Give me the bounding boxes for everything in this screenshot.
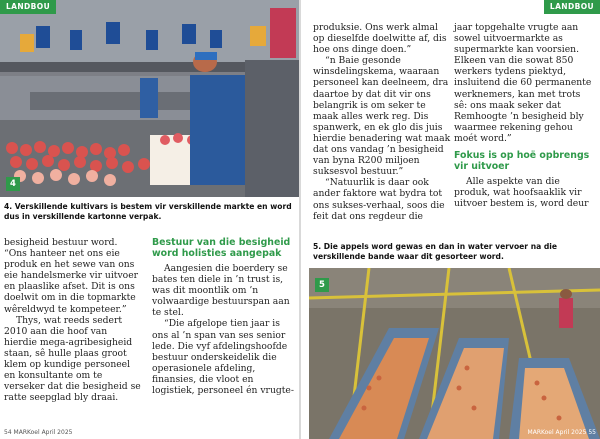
left-column-1 — [4, 237, 142, 403]
paragraph: jaar topgehalte vrugte aan sowel uitvoermarkte as supermarkte kan voorsien. Elkeen van die sowat 850 werkers tydens piektyd, insluitend die 60 permanente werknemers, kan met trots sê: ons maak seker dat Remhoogte ’n besigheid bly waarmee rekening gehou moét word.” — [454, 22, 592, 144]
photo-badge-5: 5 — [315, 278, 329, 292]
section-heading-export-focus: Fokus is op hoë opbrengs vir uitvoer — [454, 150, 590, 173]
section-tab-left: LANDBOU — [0, 0, 56, 14]
paragraph: produksie. Ons werk almal op dieselfde doelwitte af, dis hoe ons dinge doen.” — [313, 22, 447, 56]
left-page — [0, 0, 299, 439]
paragraph: Alle aspekte van die produk, wat hoofsaaklik vir uitvoer bestem is, word deur — [454, 176, 589, 210]
page-folio-right: MARKoel April 2025 55 — [527, 429, 596, 436]
sorting-lines-illustration — [309, 268, 600, 439]
paragraph: “Die afgelope tien jaar is ons al ’n span van ses senior lede. Die vyf afdelingshoofde bestuur onderskeidelik die operasionele afdeling, finansies, die vloot en logistiek, personeel én vrugte- — [152, 318, 294, 397]
packing-hall-illustration — [0, 0, 299, 197]
paragraph: Thys, wat reeds sedert 2010 aan die hoof van hierdie mega-agribesigheid staan, sê hulle plaas groot klem op kundige personeel en konsultante om te verseker dat die besigheid se ratte seepglad bly draai. — [4, 314, 141, 404]
paragraph: “Natuurlik is daar ook ander faktore wat bydra tot ons sukses-verhaal, soos die feit dat ons regdeur die — [313, 177, 445, 222]
section-heading-management: Bestuur van die besigheid word holisties aangepak — [152, 237, 291, 259]
photo-apple-packing — [0, 0, 299, 197]
section-tab-right: LANDBOU — [544, 0, 600, 14]
photo-apple-sorting-lines — [309, 268, 600, 439]
photo-caption-4: 4. Verskillende kultivars is bestem vir verskillende markte en word dus in verskillende kartonne verpak. — [4, 202, 292, 221]
left-column-2 — [152, 237, 295, 396]
right-page — [301, 0, 600, 439]
right-column-2 — [454, 22, 594, 209]
paragraph: Aangesien die boerdery se bates ten diele in ’n trust is, was dit moontlik om ’n volwaardige bestuurspan aan te stel. — [152, 263, 290, 319]
right-column-1 — [313, 22, 451, 222]
paragraph: “n Baie gesonde winsdelingskema, waaraan personeel kan deelneem, dra daartoe by dat dit vir ons belangrik is om seker te maak alles werk reg. Dis spanwerk, en ek glo dis juis hierdie benadering wat maak dat ons vandag ’n besigheid van byna R200 miljoen suksesvol bestuur.” — [313, 55, 451, 178]
paragraph: besigheid bestuur word. “Ons hanteer net ons eie produk en het sewe van ons eie handelsmerke vir uitvoer en plaaslike afset. Dit is ons doelwit om in die topmarkte wêreldwyd te kompeteer.” — [4, 237, 139, 315]
page-folio-left: 54 MARKoel April 2025 — [4, 429, 73, 436]
photo-caption-5: 5. Die appels word gewas en dan in water vervoer na die verskillende bande waar dit gesorteer word. — [313, 242, 558, 261]
photo-badge-4: 4 — [6, 177, 20, 191]
